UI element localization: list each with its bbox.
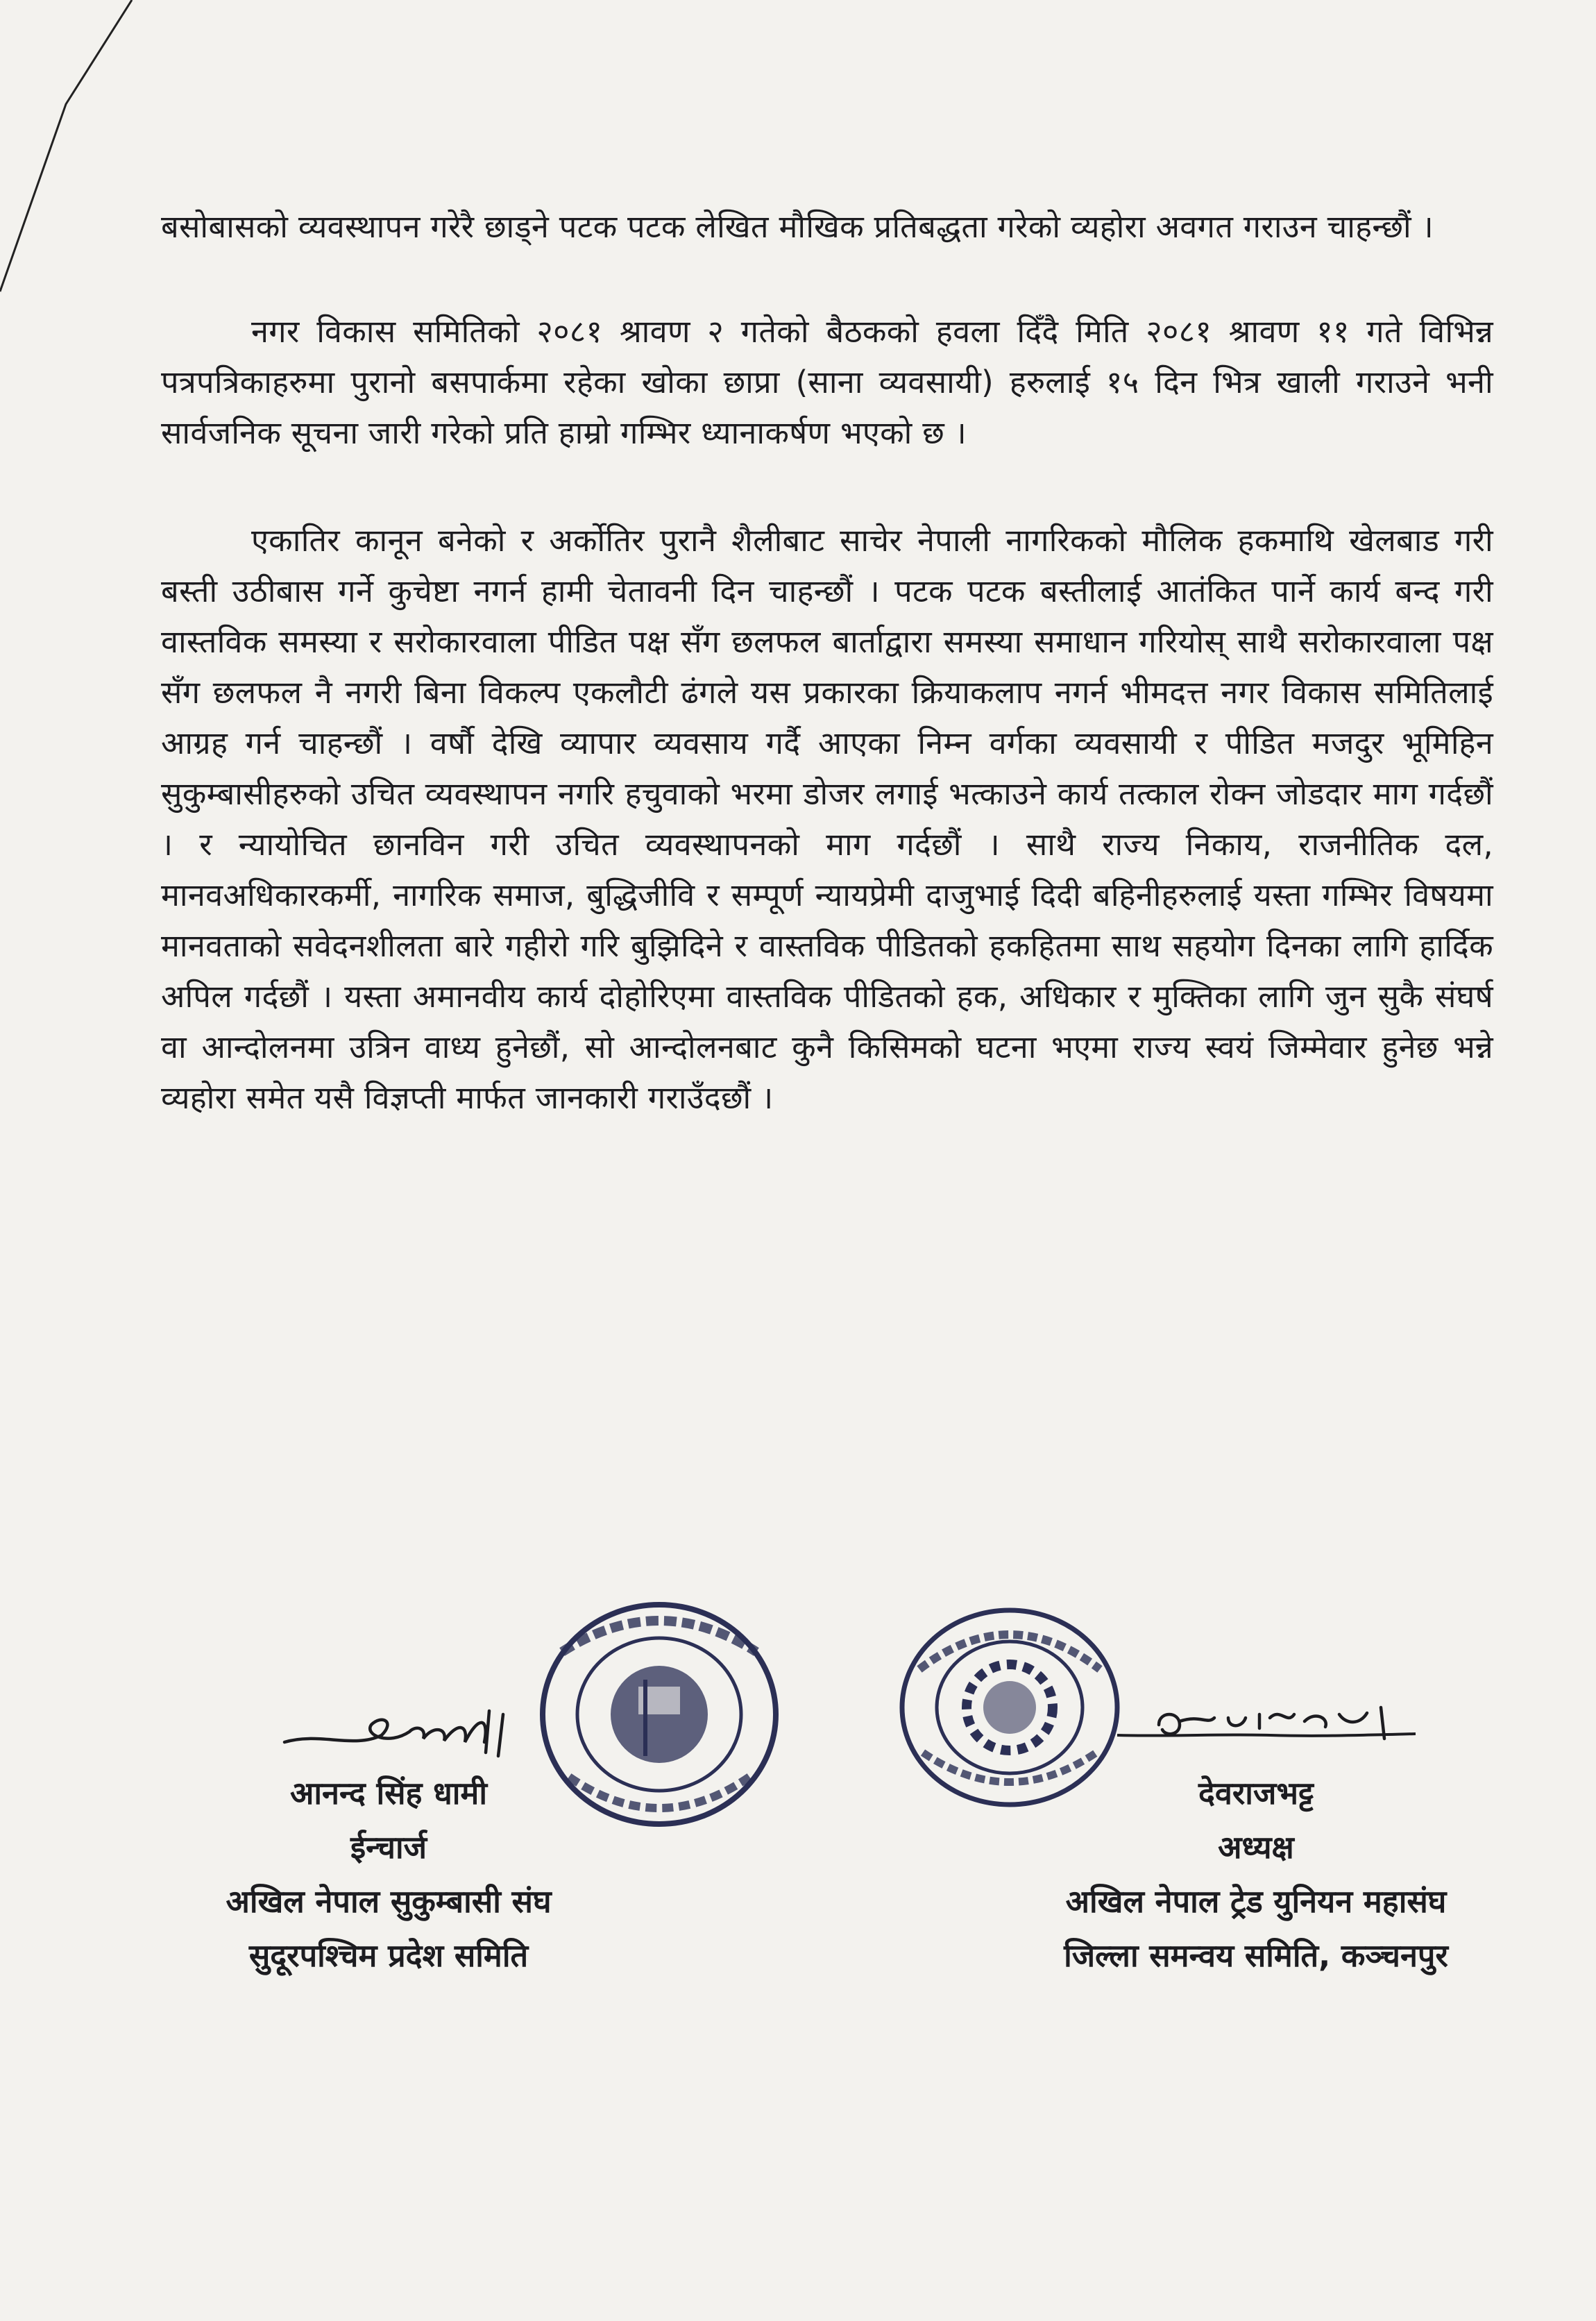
paragraph-continuation: बसोबासको व्यवस्थापन गरेरै छाड्ने पटक पटक लेखित मौखिक प्रतिबद्धता गरेको व्यहोरा अवगत गराउन चाहन्छौं ।	[161, 208, 1434, 245]
paragraph-notice: नगर विकास समितिको २०८१ श्रावण २ गतेको बैठकको हवला दिँदै मिति २०८१ श्रावण ११ गते विभिन्न पत्रपत्रिकाहरुमा पुरानो बसपार्कमा रहेका खोका छाप्रा (साना व्यवसायी) हरुलाई १५ दिन भित्र खाली गराउने भनी सार्वजनिक सूचना जारी गरेको प्रति हाम्रो गम्भिर ध्यानाकर्षण भएको छ ।	[161, 313, 1493, 451]
paragraph-demands: एकातिर कानून बनेको र अर्कोतिर पुरानै शैलीबाट साचेर नेपाली नागरिकको मौलिक हकमाथि खेलबाड गरी बस्ती उठीबास गर्ने कुचेष्टा नगर्न हामी चेतावनी दिन चाहन्छौं । पटक पटक बस्तीलाई आतंकित पार्ने कार्य बन्द गरी वास्तविक समस्या र सरोकारवाला पीडित पक्ष सँग छलफल बार्ताद्वारा समस्या समाधान गरियोस् साथै सरोकारवाला पक्ष सँग छलफल नै नगरी बिना विकल्प एकलौटी ढंगले यस प्रकारका क्रियाकलाप नगर्न भीमदत्त नगर विकास समितिलाई आग्रह गर्न चाहन्छौं । वर्षौ देखि व्यापार व्यवसाय गर्दै आएका निम्न वर्गका व्यवसायी र पीडित मजदुर भूमिहिन सुकुम्बासीहरुको उचित व्यवस्थापन नगरि हचुवाको भरमा डोजर लगाई भत्काउने कार्य तत्काल रोक्न जोडदार माग गर्दछौं । र न्यायोचित छानविन गरी उचित व्यवस्थापनको माग गर्दछौं । साथै राज्य निकाय, राजनीतिक दल, मानवअधिकारकर्मी, नागरिक समाज, बुद्धिजीवि र सम्पूर्ण न्यायप्रेमी दाजुभाई दिदी बहिनीहरुलाई यस्ता गम्भिर विषयमा मानवताको सवेदनशीलता बारे गहीरो गरि बुझिदिने र वास्तविक पीडितको हकहितमा साथ सहयोग दिनका लागि हार्दिक अपिल गर्दछौं । यस्ता अमानवीय कार्य दोहोरिएमा वास्तविक पीडितको हक, अधिकार र मुक्तिका लागि जुन सुकै संघर्ष वा आन्दोलनमा उत्रिन वाध्य हुनेछौं, सो आन्दोलनबाट कुनै किसिमको घटना भएमा राज्य स्वयं जिम्मेवार हुनेछ भन्ने व्यहोरा समेत यसै विज्ञप्ती मार्फत जानकारी गराउँदछौं ।	[161, 522, 1493, 1116]
left-signatory-role: ईन्चार्ज	[350, 1829, 427, 1866]
letter-body	[161, 201, 1493, 1123]
left-signatory-block	[173, 1766, 604, 1983]
right-signatory-name: देवराजभट्ट	[1198, 1775, 1314, 1812]
right-signatory-org: अखिल नेपाल ट्रेड युनियन महासंघ	[1065, 1883, 1447, 1920]
right-signatory-block	[1013, 1766, 1499, 1983]
left-signatory-committee: सुदूरपश्चिम प्रदेश समिति	[248, 1937, 529, 1974]
left-signature	[278, 1694, 569, 1777]
right-signatory-committee: जिल्ला समन्वय समिति, कञ्चनपुर	[1064, 1937, 1448, 1974]
left-signatory-name: आनन्द सिंह धामी	[290, 1775, 487, 1812]
left-signatory-org: अखिल नेपाल सुकुम्बासी संघ	[226, 1883, 552, 1920]
right-signature	[1110, 1687, 1429, 1770]
right-signatory-role: अध्यक्ष	[1218, 1829, 1294, 1866]
